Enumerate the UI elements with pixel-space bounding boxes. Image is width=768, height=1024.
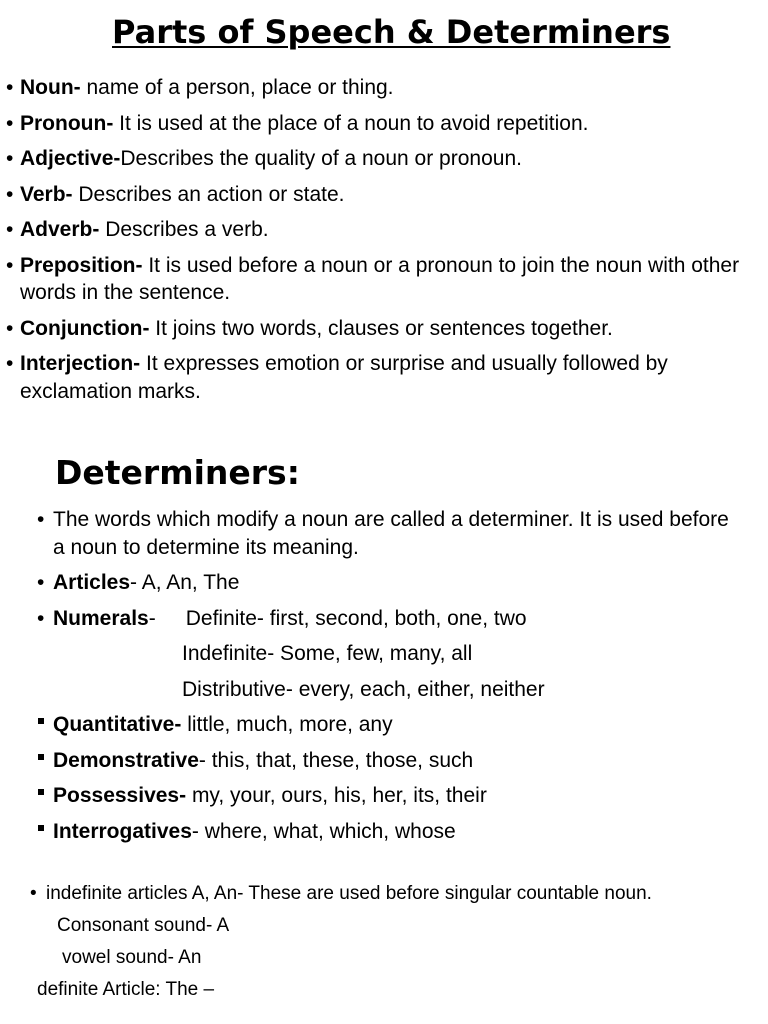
- definition: Describes the quality of a noun or pronoun.: [120, 147, 522, 170]
- bullet-icon: •: [6, 218, 14, 241]
- bullet-icon: •: [6, 111, 14, 135]
- list-item-demonstrative: [37, 747, 737, 775]
- term: Interrogatives: [53, 819, 192, 843]
- list-item-noun: [6, 74, 746, 102]
- bullet-icon: •: [6, 147, 14, 170]
- determiners-list: [37, 506, 737, 853]
- bullet-icon: •: [6, 182, 14, 206]
- square-bullet-icon: [38, 789, 44, 795]
- definition: Describes an action or state.: [72, 182, 345, 206]
- parts-of-speech-list: [6, 74, 746, 413]
- list-item-pronoun: [6, 110, 746, 138]
- list-item-adverb: [6, 216, 746, 244]
- numerals-indefinite: Indefinite- Some, few, many, all: [182, 642, 473, 665]
- term: Interjection-: [20, 352, 141, 375]
- note-indefinite-text: indefinite articles A, An- These are used before singular countable noun.: [46, 883, 652, 904]
- bullet-icon: •: [37, 508, 45, 531]
- dash: -: [148, 606, 156, 630]
- term: Pronoun-: [20, 111, 114, 135]
- square-bullet-icon: [38, 754, 44, 760]
- intro-text: The words which modify a noun are called a determiner. It is used before a noun to determine its meaning.: [53, 508, 729, 559]
- bullet-icon: •: [37, 606, 45, 630]
- list-item-numerals: [37, 605, 737, 633]
- definition: my, your, ours, his, her, its, their: [186, 784, 487, 807]
- list-item-adjective: [6, 145, 746, 173]
- term: Noun-: [20, 76, 81, 99]
- bullet-icon: •: [6, 76, 14, 99]
- bullet-icon: •: [6, 352, 14, 375]
- bullet-icon: •: [6, 316, 14, 340]
- definition: - A, An, The: [130, 571, 240, 594]
- note-indefinite: [30, 882, 730, 906]
- square-bullet-icon: [38, 718, 44, 724]
- list-item-quantitative: [37, 711, 737, 739]
- list-item-intro: [37, 506, 737, 561]
- bullet-icon: •: [6, 253, 14, 277]
- list-item-possessives: [37, 782, 737, 810]
- list-item-conjunction: [6, 315, 746, 343]
- page-title: Parts of Speech & Determiners: [112, 13, 671, 51]
- definition: It is used at the place of a noun to avoid repetition.: [113, 111, 589, 135]
- term: Numerals: [53, 606, 149, 630]
- definition: It joins two words, clauses or sentences together.: [149, 316, 613, 340]
- term: Adjective-: [20, 147, 121, 170]
- definition: - this, that, these, those, such: [198, 748, 474, 772]
- bullet-icon: •: [30, 883, 37, 904]
- term: Preposition-: [20, 253, 143, 277]
- term: Conjunction-: [20, 316, 150, 340]
- note-vowel: vowel sound- An: [62, 947, 202, 968]
- term: Verb-: [20, 182, 73, 206]
- article-notes: [30, 882, 730, 1002]
- definition: little, much, more, any: [181, 713, 393, 736]
- square-bullet-icon: [38, 825, 44, 831]
- note-consonant: Consonant sound- A: [57, 915, 230, 936]
- list-item-verb: [6, 181, 746, 209]
- list-item-interjection: [6, 350, 746, 405]
- definition: - where, what, which, whose: [191, 819, 456, 843]
- note-definite: definite Article: The –: [37, 979, 215, 1000]
- term: Articles: [53, 571, 131, 594]
- determiners-heading: Determiners:: [55, 453, 300, 492]
- definition: Describes a verb.: [99, 218, 269, 241]
- definition: It expresses emotion or surprise and usually followed by exclamation marks.: [20, 352, 668, 403]
- list-item-articles: [37, 569, 737, 597]
- list-item-preposition: [6, 252, 746, 307]
- term: Demonstrative: [53, 748, 199, 772]
- term: Possessives-: [53, 784, 187, 807]
- definition: It is used before a noun or a pronoun to join the noun with other words in the sentence.: [20, 253, 740, 304]
- term: Quantitative-: [53, 713, 182, 736]
- numerals-definite: Definite- first, second, both, one, two: [185, 606, 527, 630]
- definition: name of a person, place or thing.: [80, 76, 394, 99]
- list-item-interrogatives: [37, 818, 737, 846]
- term: Adverb-: [20, 218, 100, 241]
- numerals-distributive: Distributive- every, each, either, neither: [182, 677, 545, 701]
- bullet-icon: •: [37, 571, 45, 594]
